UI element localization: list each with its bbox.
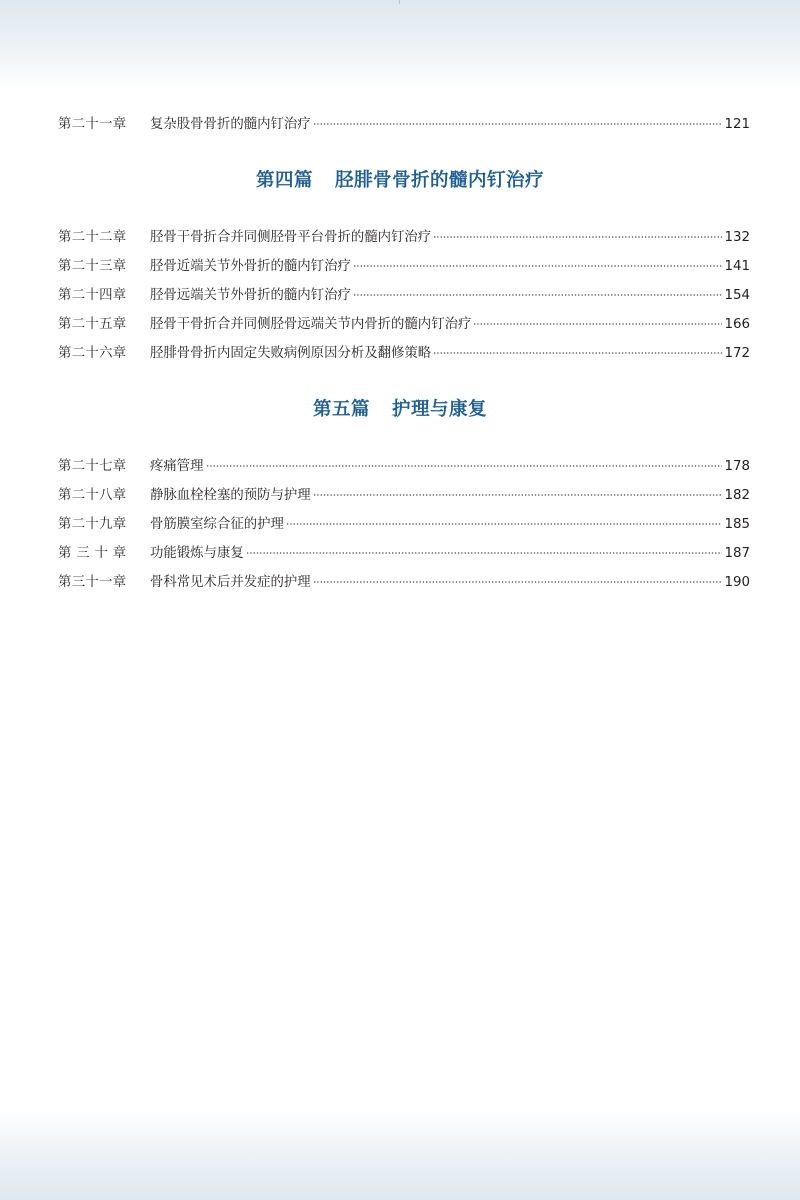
part-label: 第四篇 — [255, 170, 313, 191]
dot-leader — [246, 552, 723, 554]
toc-group-part-3-continued — [58, 110, 750, 139]
dot-leader — [433, 352, 722, 354]
chapter-title: 骨筋膜室综合征的护理 — [150, 517, 284, 532]
page-number: 182 — [724, 488, 750, 503]
chapter-title: 功能锻炼与康复 — [150, 546, 244, 561]
chapter-number: 第二十九章 — [58, 517, 127, 532]
toc-group-part-5 — [58, 452, 750, 597]
toc-entry[interactable] — [58, 223, 750, 252]
chapter-number: 第二十二章 — [58, 230, 127, 245]
dot-leader — [473, 323, 722, 325]
dot-leader — [206, 465, 723, 467]
crop-mark — [399, 0, 400, 4]
top-gradient-band — [0, 0, 800, 90]
chapter-number: 第二十四章 — [58, 288, 127, 303]
chapter-title: 骨科常见术后并发症的护理 — [150, 575, 311, 590]
toc-entry[interactable] — [58, 310, 750, 339]
chapter-number: 第 三 十 章 — [58, 546, 127, 561]
page-number: 172 — [724, 346, 750, 361]
chapter-number: 第二十三章 — [58, 259, 127, 274]
part-heading-5 — [0, 395, 800, 421]
page-number: 132 — [724, 230, 750, 245]
chapter-title: 胫腓骨骨折内固定失败病例原因分析及翻修策略 — [150, 346, 432, 361]
dot-leader — [286, 523, 723, 525]
chapter-title: 疼痛管理 — [150, 459, 204, 474]
toc-entry[interactable] — [58, 339, 750, 368]
part-heading-4 — [0, 166, 800, 192]
chapter-title: 胫骨干骨折合并同侧胫骨平台骨折的髓内钉治疗 — [150, 230, 432, 245]
toc-entry[interactable] — [58, 510, 750, 539]
chapter-title: 胫骨近端关节外骨折的髓内钉治疗 — [150, 259, 351, 274]
dot-leader — [313, 581, 723, 583]
chapter-title: 复杂股骨骨折的髓内钉治疗 — [150, 117, 311, 132]
toc-entry[interactable] — [58, 481, 750, 510]
toc-entry[interactable] — [58, 539, 750, 568]
toc-entry[interactable] — [58, 110, 750, 139]
page-number: 141 — [724, 259, 750, 274]
chapter-title: 胫骨远端关节外骨折的髓内钉治疗 — [150, 288, 351, 303]
page-number: 190 — [724, 575, 750, 590]
toc-entry[interactable] — [58, 281, 750, 310]
chapter-number: 第三十一章 — [58, 575, 127, 590]
page-number: 166 — [724, 317, 750, 332]
chapter-number: 第二十七章 — [58, 459, 127, 474]
dot-leader — [433, 236, 722, 238]
toc-entry[interactable] — [58, 452, 750, 481]
page-number: 187 — [724, 546, 750, 561]
part-title: 胫腓骨骨折的髓内钉治疗 — [335, 170, 545, 191]
chapter-number: 第二十六章 — [58, 346, 127, 361]
dot-leader — [313, 494, 723, 496]
page-number: 178 — [724, 459, 750, 474]
bottom-gradient-band — [0, 1110, 800, 1200]
page-number: 154 — [724, 288, 750, 303]
dot-leader — [353, 294, 723, 296]
part-label: 第五篇 — [312, 399, 370, 420]
toc-entry[interactable] — [58, 568, 750, 597]
chapter-title: 胫骨干骨折合并同侧胫骨远端关节内骨折的髓内钉治疗 — [150, 317, 472, 332]
part-title: 护理与康复 — [392, 399, 488, 420]
dot-leader — [353, 265, 723, 267]
chapter-number: 第二十一章 — [58, 117, 127, 132]
page-number: 185 — [724, 517, 750, 532]
dot-leader — [313, 123, 723, 125]
chapter-title: 静脉血栓栓塞的预防与护理 — [150, 488, 311, 503]
chapter-number: 第二十八章 — [58, 488, 127, 503]
toc-group-part-4 — [58, 223, 750, 368]
page-number: 121 — [724, 117, 750, 132]
toc-entry[interactable] — [58, 252, 750, 281]
chapter-number: 第二十五章 — [58, 317, 127, 332]
